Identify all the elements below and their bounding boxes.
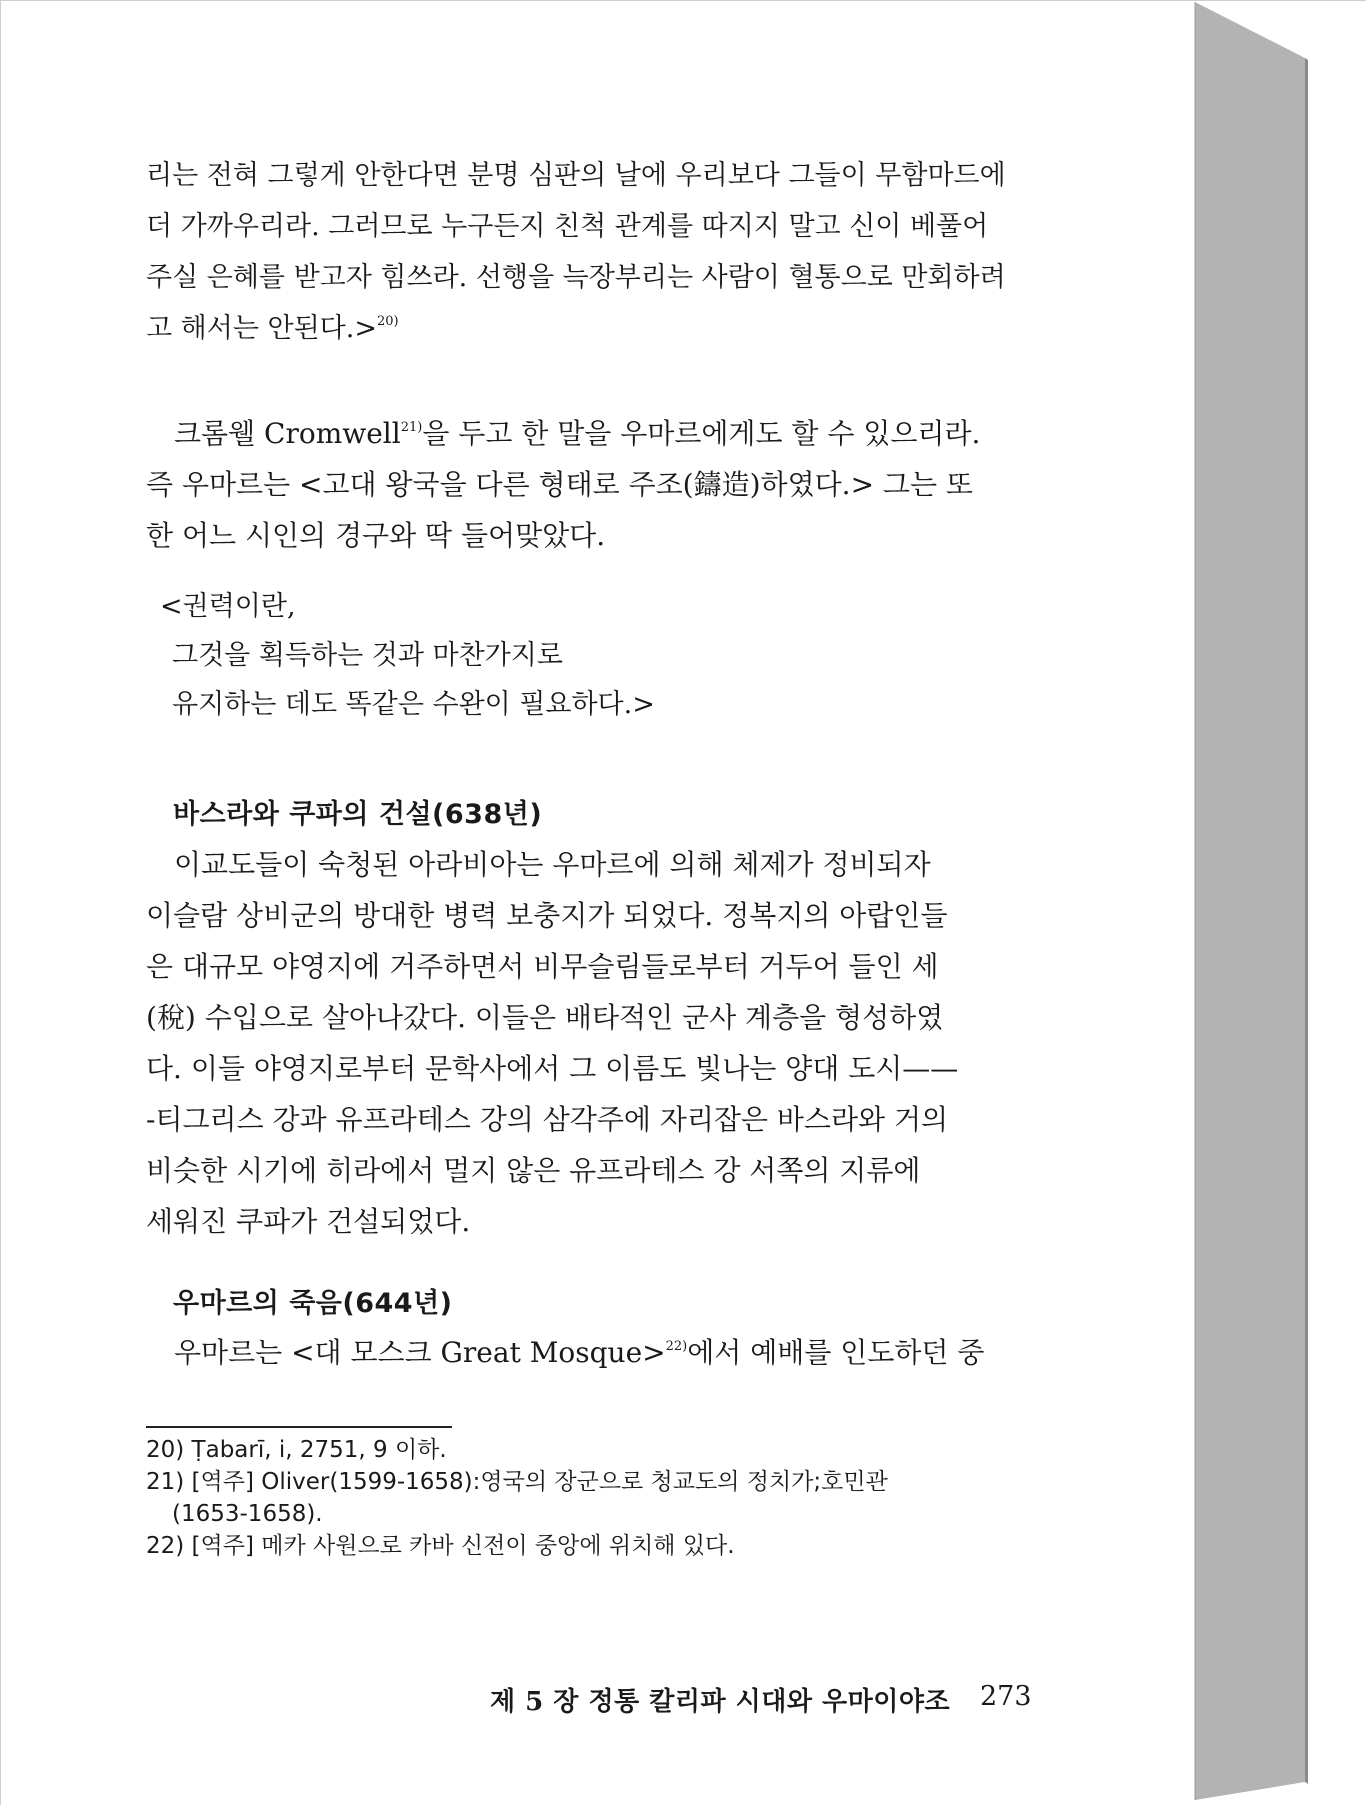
footnote-21-continued: (1653-1658).	[172, 1501, 323, 1527]
book-page	[20, 24, 1195, 1779]
footnote-21: 21) [역주] Oliver(1599-1658):영국의 장군으로 청교도의 정치가;호민관	[146, 1469, 888, 1495]
footnote-22: 22) [역주] 메카 사원으로 카바 신전이 중앙에 위치해 있다.	[146, 1533, 735, 1559]
footnote-ref-22[interactable]: 22)	[665, 1339, 688, 1354]
paragraph-quote-end	[146, 150, 1026, 354]
paragraph-text: 크롬웰 Cromwell	[174, 417, 401, 450]
footnote-20: 20) Ṭabarī, i, 2751, 9 이하.	[146, 1437, 447, 1463]
section-heading-umar-death: 우마르의 죽음(644년)	[173, 1288, 453, 1319]
footnote-divider	[146, 1426, 452, 1428]
verse-quote	[160, 582, 655, 729]
paragraph-text: 을 두고 한 말을 우마르에게도 할 수 있으리라. 즉 우마르는 <고대 왕국을 다른 형태로 주조(鑄造)하였다.> 그는 또 한 어느 시인의 경구와 딱 들어맞았다.	[146, 417, 981, 552]
footnote-ref-21[interactable]: 21)	[400, 420, 423, 435]
verse-line: <권력이란,	[160, 591, 296, 622]
section-heading-basra-kufa: 바스라와 쿠파의 건설(638년)	[173, 799, 543, 830]
page-number: 273	[980, 1681, 1032, 1712]
paragraph-text: 리는 전혀 그렇게 안한다면 분명 심판의 날에 우리보다 그들이 무함마드에 더 가까우리라. 그러므로 누구든지 친척 관계를 따지지 말고 신이 베풀어 주실 은혜를 받고자 힘쓰라. 선행을 늑장부리는 사람이 혈통으로 만회하려 고 해서는 안된다.>	[146, 160, 1006, 344]
paragraph-text: 우마르는 <대 모스크 Great Mosque>	[174, 1336, 666, 1369]
running-head: 제 5 장 정통 칼리파 시대와 우마이야조	[490, 1687, 951, 1717]
verse-line: 그것을 획득하는 것과 마찬가지로	[172, 640, 563, 671]
paragraph-umar-death	[146, 1327, 1026, 1378]
paragraph-basra-kufa: 이교도들이 숙청된 아라비아는 우마르에 의해 체제가 정비되자 이슬람 상비군의 방대한 병력 보충지가 되었다. 정복지의 아랍인들 은 대규모 야영지에 거주하면서 비무슬림들로부터 거두어 들인 세 (稅) 수입으로 살아나갔다. 이들은 배타적인 군사 계층을 형성하였 다. 이들 야영지로부터 문학사에서 그 이름도 빛나는 양대 도시—— -티그리스 강과 유프라테스 강의 삼각주에 자리잡은 바스라와 거의 비슷한 시기에 히라에서 멀지 않은 유프라테스 강 서쪽의 지류에 세워진 쿠파가 건설되었다.	[146, 848, 959, 1238]
paragraph-cromwell	[146, 408, 1026, 561]
paragraph-text: 에서 예배를 인도하던 중	[687, 1336, 985, 1369]
verse-line: 유지하는 데도 똑같은 수완이 필요하다.>	[172, 689, 655, 720]
footnote-ref-20[interactable]: 20)	[376, 314, 399, 329]
